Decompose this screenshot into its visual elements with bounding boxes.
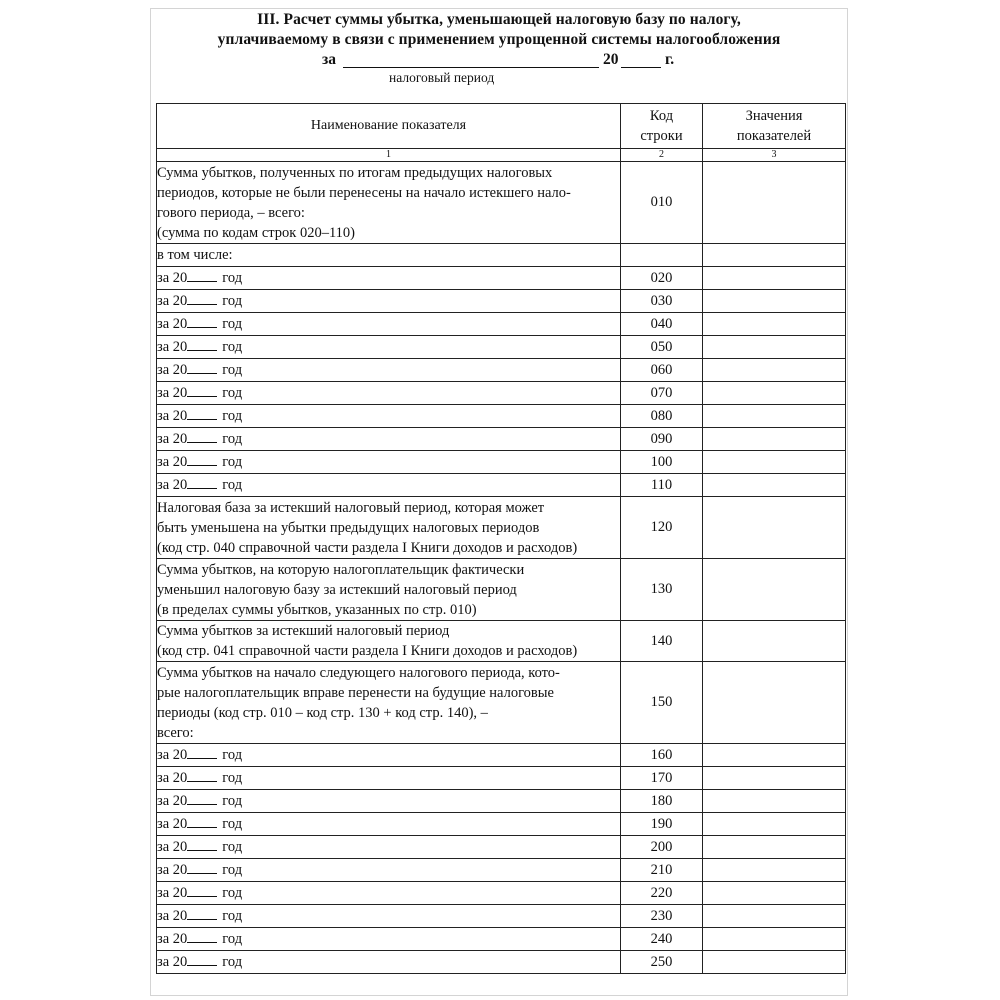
indicator-text-line: уменьшил налоговую базу за истекший налоговый период <box>157 581 517 598</box>
year-label-suffix: год <box>222 770 243 786</box>
indicator-text-line: Налоговая база за истекший налоговый период, которая может <box>157 499 545 516</box>
header-indicator-name: Наименование показателя <box>157 104 621 149</box>
year-blank[interactable] <box>187 883 217 897</box>
year-label-suffix: год <box>222 454 243 470</box>
table-row <box>157 744 846 767</box>
year-label-suffix: год <box>222 408 243 424</box>
period-line <box>151 51 847 71</box>
indicator-name <box>157 905 621 928</box>
table-row <box>157 405 846 428</box>
table-row <box>157 882 846 905</box>
line-code: 190 <box>621 813 703 836</box>
line-code: 220 <box>621 882 703 905</box>
indicator-name <box>157 497 621 559</box>
table-row <box>157 951 846 974</box>
header-row <box>157 104 846 149</box>
indicator-text-line: периодов, которые не были перенесены на начало истекшего нало- <box>157 184 571 201</box>
line-code: 210 <box>621 859 703 882</box>
indicator-value-cell[interactable] <box>703 359 846 382</box>
year-label-prefix: за 20 <box>157 816 188 832</box>
indicator-name <box>157 290 621 313</box>
indicator-name <box>157 267 621 290</box>
line-code: 100 <box>621 451 703 474</box>
line-code: 140 <box>621 621 703 662</box>
loss-calculation-table <box>156 103 846 974</box>
indicator-value-cell[interactable] <box>703 951 846 974</box>
indicator-name <box>157 359 621 382</box>
indicator-name <box>157 428 621 451</box>
indicator-name <box>157 790 621 813</box>
indicator-text-line: (код стр. 040 справочной части раздела I Книги доходов и расходов) <box>157 539 578 556</box>
year-label-suffix: год <box>222 316 243 332</box>
table-row <box>157 290 846 313</box>
indicator-name <box>157 382 621 405</box>
table-body <box>157 162 846 974</box>
line-code: 160 <box>621 744 703 767</box>
year-blank[interactable] <box>187 314 217 328</box>
year-label-prefix: за 20 <box>157 839 188 855</box>
indicator-name <box>157 405 621 428</box>
indicator-value-cell[interactable] <box>703 267 846 290</box>
line-code: 200 <box>621 836 703 859</box>
year-blank[interactable] <box>187 291 217 305</box>
period-caption: налоговый период <box>389 70 495 85</box>
year-label-suffix: год <box>222 931 243 947</box>
year-blank[interactable] <box>187 383 217 397</box>
table-row <box>157 336 846 359</box>
year-blank[interactable] <box>187 768 217 782</box>
table-row <box>157 474 846 497</box>
year-label-suffix: год <box>222 862 243 878</box>
indicator-name <box>157 951 621 974</box>
table-row <box>157 928 846 951</box>
year-blank[interactable] <box>187 452 217 466</box>
year-label-suffix: год <box>222 477 243 493</box>
table-row <box>157 813 846 836</box>
header-line-code <box>621 104 703 149</box>
line-code: 090 <box>621 428 703 451</box>
year-blank[interactable] <box>187 814 217 828</box>
indicator-value-cell[interactable] <box>703 928 846 951</box>
header-line-code-line2: строки <box>640 128 683 144</box>
indicator-text-line: Сумма убытков на начало следующего налогового периода, кото- <box>157 664 560 681</box>
year-blank[interactable] <box>187 475 217 489</box>
indicator-value-cell[interactable] <box>703 290 846 313</box>
year-label-prefix: за 20 <box>157 885 188 901</box>
indicator-name <box>157 474 621 497</box>
indicator-value-cell[interactable] <box>703 451 846 474</box>
indicator-value-cell[interactable] <box>703 813 846 836</box>
year-blank[interactable] <box>187 837 217 851</box>
year-label-prefix: за 20 <box>157 362 188 378</box>
line-code: 240 <box>621 928 703 951</box>
indicator-value-cell[interactable] <box>703 559 846 621</box>
line-code: 060 <box>621 359 703 382</box>
indicator-value-cell[interactable] <box>703 313 846 336</box>
line-code: 250 <box>621 951 703 974</box>
indicator-name <box>157 559 621 621</box>
indicator-text-line: быть уменьшена на убытки предыдущих налоговых периодов <box>157 519 540 536</box>
column-number: 2 <box>621 149 703 162</box>
year-label-suffix: год <box>222 885 243 901</box>
table-row <box>157 836 846 859</box>
line-code: 150 <box>621 662 703 744</box>
indicator-text-line: Сумма убытков за истекший налоговый период <box>157 623 450 639</box>
year-label-prefix: за 20 <box>157 862 188 878</box>
year-blank[interactable] <box>187 952 217 966</box>
year-label-prefix: за 20 <box>157 908 188 924</box>
indicator-value-cell[interactable] <box>703 859 846 882</box>
period-blank[interactable] <box>343 67 599 68</box>
year-blank[interactable] <box>187 268 217 282</box>
year-label-prefix: за 20 <box>157 431 188 447</box>
table-row <box>157 767 846 790</box>
indicator-value-cell[interactable] <box>703 244 846 267</box>
year-label-suffix: год <box>222 908 243 924</box>
indicator-value-cell[interactable] <box>703 790 846 813</box>
year-blank[interactable] <box>187 745 217 759</box>
table-row <box>157 662 846 744</box>
year-label-suffix: год <box>222 270 243 286</box>
year-label-suffix: год <box>222 793 243 809</box>
year-label-prefix: за 20 <box>157 747 188 763</box>
indicator-text-line: Сумма убытков, полученных по итогам предыдущих налоговых <box>157 164 553 181</box>
indicator-value-cell[interactable] <box>703 497 846 559</box>
indicator-name <box>157 662 621 744</box>
year-label-prefix: за 20 <box>157 408 188 424</box>
form-sheet <box>150 8 848 996</box>
table-row <box>157 313 846 336</box>
line-code: 040 <box>621 313 703 336</box>
column-number-row <box>157 149 846 162</box>
indicator-name <box>157 336 621 359</box>
year-label-prefix: за 20 <box>157 954 188 970</box>
year-label-prefix: за 20 <box>157 793 188 809</box>
line-code: 050 <box>621 336 703 359</box>
table-row <box>157 162 846 244</box>
year-suffix: г. <box>665 51 675 68</box>
indicator-name <box>157 836 621 859</box>
line-code: 130 <box>621 559 703 621</box>
year-label-suffix: год <box>222 293 243 309</box>
year-label-suffix: год <box>222 839 243 855</box>
table-row <box>157 359 846 382</box>
year-label-prefix: за 20 <box>157 270 188 286</box>
indicator-name <box>157 451 621 474</box>
year-label-prefix: за 20 <box>157 477 188 493</box>
for-label: за <box>322 51 336 68</box>
header-line-code-line1: Код <box>649 108 674 124</box>
table-row <box>157 497 846 559</box>
column-number: 3 <box>703 149 846 162</box>
indicator-value-cell[interactable] <box>703 767 846 790</box>
line-code: 030 <box>621 290 703 313</box>
indicator-name <box>157 767 621 790</box>
table-row <box>157 790 846 813</box>
year-prefix: 20 <box>603 51 619 68</box>
year-label-prefix: за 20 <box>157 454 188 470</box>
indicator-value-cell[interactable] <box>703 882 846 905</box>
indicator-value-cell[interactable] <box>703 621 846 662</box>
indicator-name <box>157 621 621 662</box>
indicator-value-cell[interactable] <box>703 474 846 497</box>
year-blank[interactable] <box>187 406 217 420</box>
year-label-suffix: год <box>222 339 243 355</box>
indicator-text-line: рые налогоплательщик вправе перенести на будущие налоговые <box>157 684 554 701</box>
indicator-value-cell[interactable] <box>703 382 846 405</box>
indicator-text-line: гового периода, – всего: <box>157 204 305 221</box>
section-title-line-1: III. Расчет суммы убытка, уменьшающей налоговую базу по налогу, <box>257 11 741 28</box>
line-code: 010 <box>621 162 703 244</box>
line-code: 070 <box>621 382 703 405</box>
indicator-value-cell[interactable] <box>703 405 846 428</box>
table-row <box>157 621 846 662</box>
table-row <box>157 559 846 621</box>
indicator-text-line: всего: <box>157 724 194 741</box>
year-label-suffix: год <box>222 385 243 401</box>
indicator-name <box>157 313 621 336</box>
indicator-value-cell[interactable] <box>703 744 846 767</box>
line-code: 180 <box>621 790 703 813</box>
table-row <box>157 428 846 451</box>
indicator-name <box>157 744 621 767</box>
year-blank[interactable] <box>187 929 217 943</box>
indicator-text-line: (код стр. 041 справочной части раздела I Книги доходов и расходов) <box>157 643 578 659</box>
year-label-suffix: год <box>222 431 243 447</box>
year-blank[interactable] <box>187 906 217 920</box>
year-blank[interactable] <box>621 67 661 68</box>
line-code <box>621 244 703 267</box>
section-title-line-2: уплачиваемому в связи с применением упрощенной системы налогообложения <box>217 31 781 48</box>
year-blank[interactable] <box>187 337 217 351</box>
column-number: 1 <box>157 149 621 162</box>
line-code: 020 <box>621 267 703 290</box>
year-label-prefix: за 20 <box>157 385 188 401</box>
indicator-value-cell[interactable] <box>703 836 846 859</box>
indicator-text-line: (сумма по кодам строк 020–110) <box>157 224 355 241</box>
indicator-text-line: периоды (код стр. 010 – код стр. 130 + код стр. 140), – <box>157 704 488 721</box>
header-values-line1: Значения <box>745 108 803 124</box>
line-code: 110 <box>621 474 703 497</box>
line-code: 230 <box>621 905 703 928</box>
year-label-prefix: за 20 <box>157 770 188 786</box>
indicator-value-cell[interactable] <box>703 336 846 359</box>
indicator-name <box>157 813 621 836</box>
header-values-line2: показателей <box>736 128 812 144</box>
year-label-prefix: за 20 <box>157 931 188 947</box>
year-label-suffix: год <box>222 816 243 832</box>
year-label-prefix: за 20 <box>157 339 188 355</box>
indicator-name <box>157 882 621 905</box>
year-blank[interactable] <box>187 791 217 805</box>
year-label-suffix: год <box>222 362 243 378</box>
indicator-value-cell[interactable] <box>703 162 846 244</box>
indicator-value-cell[interactable] <box>703 905 846 928</box>
indicator-text-line: Сумма убытков, на которую налогоплательщик фактически <box>157 561 525 578</box>
table-row <box>157 244 846 267</box>
indicator-name <box>157 859 621 882</box>
year-label-prefix: за 20 <box>157 316 188 332</box>
indicator-text-line: (в пределах суммы убытков, указанных по стр. 010) <box>157 601 477 618</box>
header-indicator-values <box>703 104 846 149</box>
table-row <box>157 859 846 882</box>
year-label-suffix: год <box>222 747 243 763</box>
year-blank[interactable] <box>187 360 217 374</box>
table-row <box>157 451 846 474</box>
table-row <box>157 905 846 928</box>
year-blank[interactable] <box>187 429 217 443</box>
line-code: 080 <box>621 405 703 428</box>
indicator-value-cell[interactable] <box>703 662 846 744</box>
table-row <box>157 267 846 290</box>
indicator-value-cell[interactable] <box>703 428 846 451</box>
indicator-name <box>157 244 621 267</box>
indicator-name <box>157 928 621 951</box>
table-row <box>157 382 846 405</box>
year-label-prefix: за 20 <box>157 293 188 309</box>
indicator-name <box>157 162 621 244</box>
line-code: 170 <box>621 767 703 790</box>
line-code: 120 <box>621 497 703 559</box>
indicator-text-line: в том числе: <box>157 247 233 263</box>
year-blank[interactable] <box>187 860 217 874</box>
year-label-suffix: год <box>222 954 243 970</box>
